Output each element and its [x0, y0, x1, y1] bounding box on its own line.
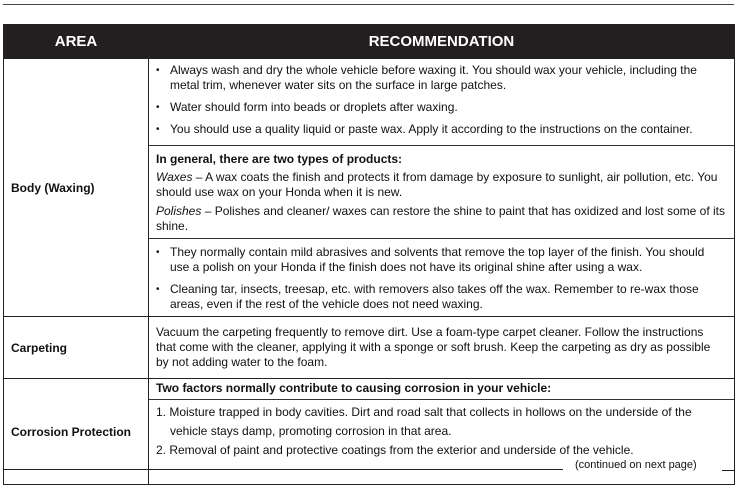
top-rule	[3, 4, 734, 5]
waxes-text: – A wax coats the finish and protects it from damage by exposure to sunlight, air pollution, etc. You should use wax on your Honda when it is new.	[156, 170, 718, 199]
numbered-item: 1. Moisture trapped in body cavities. Dirt and road salt that collects in hollows on the underside of the vehicle stays damp, promoting corrosion in that area.	[156, 405, 692, 438]
bullet-text: You should use a quality liquid or paste wax. Apply it according to the instructions on the container.	[170, 122, 693, 136]
area-cell: Corrosion Protection	[4, 379, 149, 485]
bullet-text: Always wash and dry the whole vehicle before waxing it. You should wax your vehicle, including the metal trim, whenever water sits on the surface in large patches.	[170, 63, 697, 92]
bullet-item	[156, 63, 726, 93]
bullet-item	[156, 245, 726, 275]
area-cell: Carpeting	[4, 317, 149, 379]
footer-rule	[3, 469, 563, 470]
bullet-icon: •	[156, 65, 160, 76]
bullet-icon: •	[156, 124, 160, 135]
polishes-term: Polishes	[156, 204, 202, 218]
bullet-icon: •	[156, 284, 160, 295]
table-row	[4, 59, 735, 317]
continued-note: (continued on next page)	[575, 459, 697, 471]
bullet-item	[156, 100, 726, 115]
bullet-text: They normally contain mild abrasives and solvents that remove the top layer of the finish. You should use a polish on your Honda if the finish does not have its original shine after using a wax.	[170, 245, 705, 274]
bullet-item	[156, 122, 726, 137]
waxes-term: Waxes	[156, 170, 193, 184]
footer-corner-mark	[722, 466, 735, 471]
polishes-paragraph	[156, 204, 726, 234]
cell-divider	[149, 238, 734, 239]
bullet-icon: •	[156, 102, 160, 113]
area-column-header: AREA	[4, 25, 149, 59]
table-row	[4, 317, 735, 379]
polishes-text: – Polishes and cleaner/ waxes can restore the shine to paint that has oxidized and lost some of its shine.	[156, 204, 725, 233]
recommendation-cell	[149, 59, 735, 317]
cell-divider	[149, 399, 734, 400]
table-header-row	[4, 25, 735, 59]
numbered-item: 2. Removal of paint and protective coatings from the exterior and underside of the vehicle.	[156, 443, 634, 457]
corrosion-subheading: Two factors normally contribute to causing corrosion in your vehicle:	[156, 381, 552, 395]
bullet-text: Water should form into beads or droplets after waxing.	[170, 100, 458, 114]
recommendation-cell: Vacuum the carpeting frequently to remove dirt. Use a foam-type carpet cleaner. Follow the instructions that come with the cleaner, applying it with a sponge or soft brush. Keep the carpeting as dry as possible by not adding water to the foam.	[149, 317, 735, 379]
recommendation-table	[3, 24, 735, 485]
cell-divider	[149, 145, 734, 146]
waxes-paragraph	[156, 170, 726, 200]
area-cell: Body (Waxing)	[4, 59, 149, 317]
bullet-item	[156, 282, 726, 312]
recommendation-column-header: RECOMMENDATION	[149, 25, 735, 59]
bullet-icon: •	[156, 247, 160, 258]
bullet-text: Cleaning tar, insects, treesap, etc. with removers also takes off the wax. Remember to re-wax those areas, even if the rest of the vehicle does not need waxing.	[170, 282, 699, 311]
products-subheading: In general, there are two types of products:	[156, 152, 403, 166]
